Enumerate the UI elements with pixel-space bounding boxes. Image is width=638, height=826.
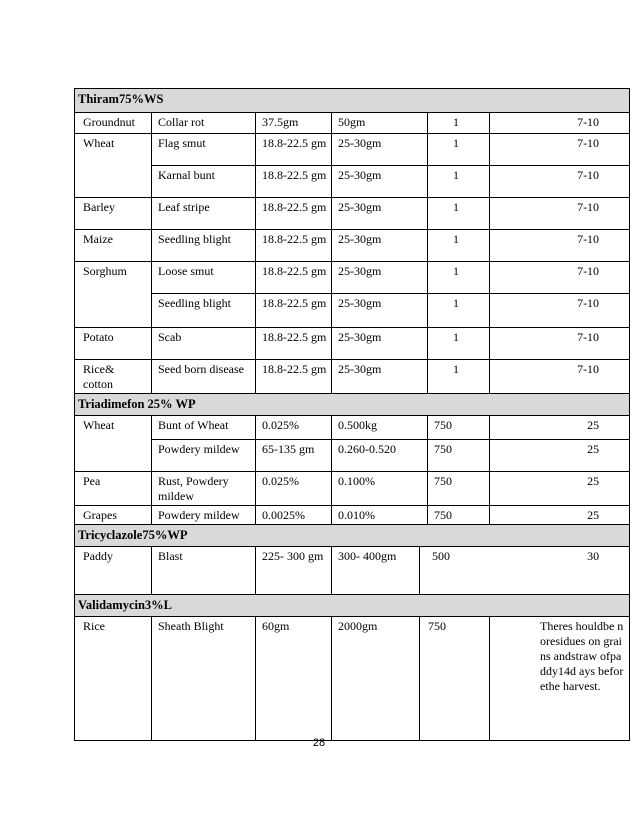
dosage-formulation-cell: 25-30gm (332, 294, 428, 328)
crop-cell: Barley (75, 198, 152, 230)
waiting-period-cell: 7-10 (490, 134, 630, 166)
dosage-ai-cell: 18.8-22.5 gm (256, 294, 332, 328)
disease-cell: Seed born disease (152, 360, 256, 394)
crop-cell: Groundnut (75, 113, 152, 134)
dosage-ai-cell: 0.025% (256, 416, 332, 440)
waiting-period-cell: 25 (490, 440, 630, 472)
crop-cell: Potato (75, 328, 152, 360)
dosage-ai-cell: 60gm (256, 617, 332, 741)
water-cell: 750 (428, 416, 490, 440)
disease-cell: Collar rot (152, 113, 256, 134)
dosage-formulation-cell: 25-30gm (332, 230, 428, 262)
disease-cell: Loose smut (152, 262, 256, 294)
waiting-period-cell: 7-10 (490, 360, 630, 394)
dosage-formulation-cell: 0.100% (332, 472, 428, 506)
dosage-formulation-cell: 300- 400gm (332, 547, 420, 595)
water-cell: 1 (428, 262, 490, 294)
disease-cell: Seedling blight (152, 230, 256, 262)
section-title: Tricyclazole75%WP (75, 525, 630, 547)
water-cell: 1 (428, 113, 490, 134)
water-cell: 1 (428, 134, 490, 166)
water-cell: 1 (428, 166, 490, 198)
dosage-formulation-cell: 2000gm (332, 617, 420, 741)
section-title: Validamycin3%L (75, 595, 630, 617)
crop-cell: Maize (75, 230, 152, 262)
waiting-period-value: 30 (587, 549, 600, 563)
disease-cell: Powdery mildew (152, 440, 256, 472)
waiting-period-cell: 7-10 (490, 230, 630, 262)
dosage-formulation-cell: 0.260-0.520 (332, 440, 428, 472)
waiting-period-cell: 25 (490, 506, 630, 525)
waiting-period-cell: 25 (490, 472, 630, 506)
crop-cell: Wheat (75, 134, 152, 198)
disease-cell: Leaf stripe (152, 198, 256, 230)
dosage-formulation-cell: 0.500kg (332, 416, 428, 440)
crop-cell: Pea (75, 472, 152, 506)
waiting-period-cell: 7-10 (490, 113, 630, 134)
crop-cell: Paddy (75, 547, 152, 595)
dosage-formulation-cell: 25-30gm (332, 134, 428, 166)
crop-cell: Grapes (75, 506, 152, 525)
crop-cell: Rice (75, 617, 152, 741)
dosage-ai-cell: 37.5gm (256, 113, 332, 134)
fungicide-table (74, 88, 630, 741)
disease-cell: Blast (152, 547, 256, 595)
dosage-ai-cell: 18.8-22.5 gm (256, 360, 332, 394)
water-value: 500 (432, 549, 450, 563)
water-cell: 1 (428, 294, 490, 328)
section-title: Triadimefon 25% WP (75, 394, 630, 416)
disease-cell: Powdery mildew (152, 506, 256, 525)
dosage-ai-cell: 18.8-22.5 gm (256, 328, 332, 360)
dosage-ai-cell: 18.8-22.5 gm (256, 134, 332, 166)
waiting-period-note-cell: Theres houldbe noresidues on grains andstraw ofpaddy14d ays beforethe harvest. (490, 617, 630, 741)
disease-cell: Karnal bunt (152, 166, 256, 198)
dosage-ai-cell: 0.0025% (256, 506, 332, 525)
water-cell: 750 (428, 440, 490, 472)
dosage-formulation-cell: 25-30gm (332, 166, 428, 198)
disease-cell: Sheath Blight (152, 617, 256, 741)
dosage-ai-cell: 0.025% (256, 472, 332, 506)
water-cell: 1 (428, 230, 490, 262)
disease-cell: Flag smut (152, 134, 256, 166)
dosage-ai-cell: 65-135 gm (256, 440, 332, 472)
dosage-ai-cell: 18.8-22.5 gm (256, 166, 332, 198)
dosage-formulation-cell: 25-30gm (332, 360, 428, 394)
dosage-formulation-cell: 25-30gm (332, 198, 428, 230)
water-cell: 1 (428, 360, 490, 394)
page-number: 28 (312, 737, 326, 749)
water-cell: 750 (428, 506, 490, 525)
crop-cell: Rice& cotton (75, 360, 152, 394)
disease-cell: Scab (152, 328, 256, 360)
water-cell: 1 (428, 198, 490, 230)
waiting-period-cell: 7-10 (490, 328, 630, 360)
waiting-period-cell: 7-10 (490, 166, 630, 198)
dosage-formulation-cell: 0.010% (332, 506, 428, 525)
water-cell: 1 (428, 328, 490, 360)
dosage-ai-cell: 225- 300 gm (256, 547, 332, 595)
dosage-ai-cell: 18.8-22.5 gm (256, 262, 332, 294)
dosage-ai-cell: 18.8-22.5 gm (256, 230, 332, 262)
dosage-formulation-cell: 50gm (332, 113, 428, 134)
crop-cell: Wheat (75, 416, 152, 472)
water-cell: 750 (428, 472, 490, 506)
dosage-formulation-cell: 25-30gm (332, 328, 428, 360)
disease-cell: Rust, Powdery mildew (152, 472, 256, 506)
waiting-period-cell: 7-10 (490, 262, 630, 294)
water-cell: 750 (420, 617, 490, 741)
waiting-period-cell: 7-10 (490, 294, 630, 328)
disease-cell: Seedling blight (152, 294, 256, 328)
crop-cell: Sorghum (75, 262, 152, 328)
water-and-waiting-cell (420, 547, 630, 595)
section-title: Thiram75%WS (75, 89, 630, 113)
waiting-period-cell: 25 (490, 416, 630, 440)
dosage-ai-cell: 18.8-22.5 gm (256, 198, 332, 230)
dosage-formulation-cell: 25-30gm (332, 262, 428, 294)
disease-cell: Bunt of Wheat (152, 416, 256, 440)
waiting-period-cell: 7-10 (490, 198, 630, 230)
